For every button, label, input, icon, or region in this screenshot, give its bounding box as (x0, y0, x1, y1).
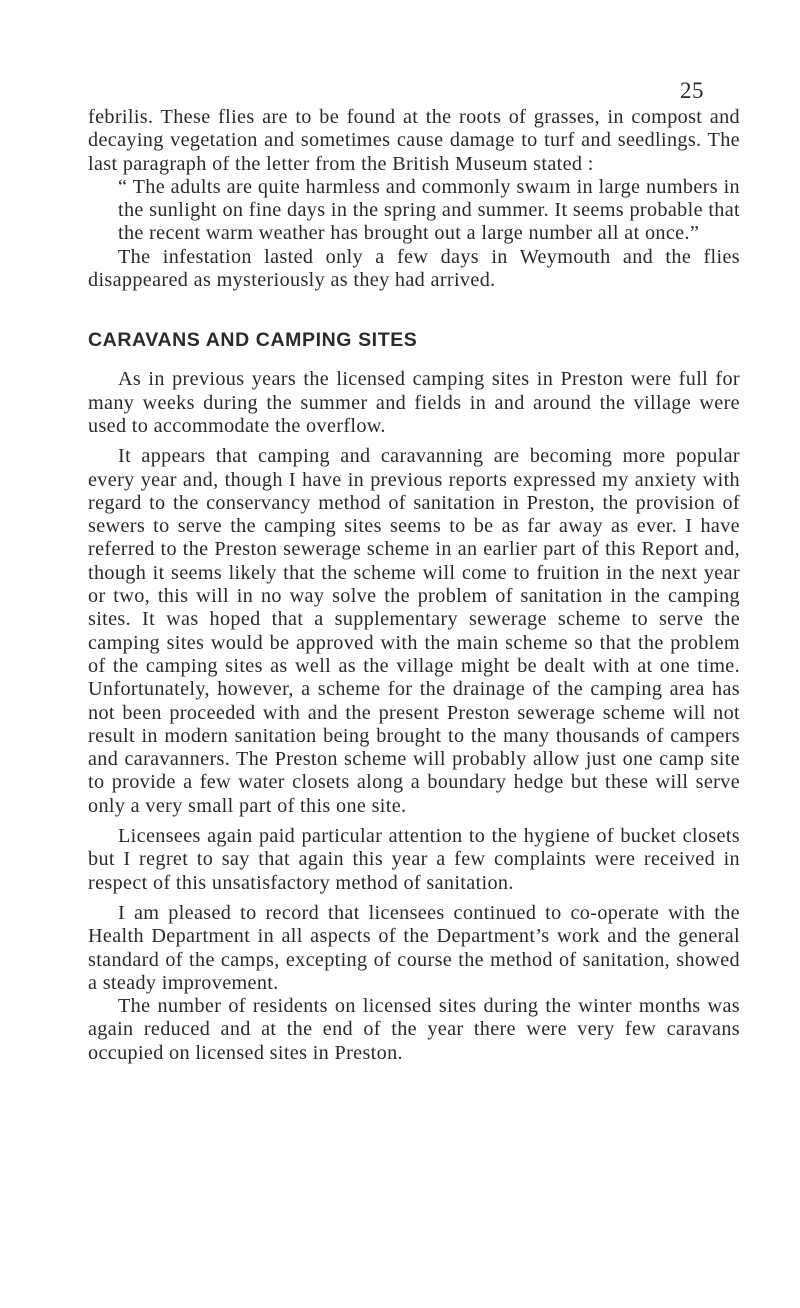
paragraph-winter-residents: The number of residents on licensed sites during the winter months was again reduced and at the end of the year there were very few caravans occupied on licensed sites in Preston. (88, 995, 740, 1064)
page-number: 25 (680, 78, 704, 103)
paragraph-sewerage-scheme: It appears that camping and caravanning are becoming more popular every year and, though I have in previous reports expressed my anxiety with regard to the conservancy method of sanitation in Preston, the provision of sewers to serve the camping sites seems to be as far away as ever. I have referred to the Preston sewerage scheme in an earlier part of this Report and, though it seems likely that the scheme will come to fruition in the next year or two, this will in no way solve the problem of sanitation in the camping sites. It was hoped that a supplementary sewerage scheme to serve the camping sites would be approved with the main scheme so that the problem of the camping sites as well as the village might be dealt with at one time. Unfortunately, however, a scheme for the drainage of the camping area has not been proceeded with and the present Preston sewerage scheme will not result in modern sanitation being brought to the many thousands of campers and caravanners. The Preston scheme will probably allow just one camp site to provide a few water closets along a boundary hedge but these will serve only a very small part of this one site. (88, 445, 740, 817)
paragraph-febrilis: febrilis. These flies are to be found at the roots of grasses, in compost and decaying vegetation and sometimes cause damage to turf and seedlings. The last paragraph of the letter from the British Museum stated : (88, 106, 740, 175)
paragraph-licensees-cooperate: I am pleased to record that licensees continued to co-operate with the Health Department in all aspects of the Department’s work and the general standard of the camps, excepting of course the method of sanitation, showed a steady improvement. (88, 901, 740, 994)
body-text (88, 106, 740, 1065)
quoted-letter-excerpt: “ The adults are quite harmless and commonly swaım in large numbers in the sunlight on fine days in the spring and summer. It seems probable that the recent warm weather has brought out a large number all at once.” (118, 175, 740, 245)
section-heading: CARAVANS AND CAMPING SITES (88, 329, 418, 352)
paragraph-bucket-closets: Licensees again paid particular attention to the hygiene of bucket closets but I regret to say that again this year a few complaints were received in respect of this unsatisfactory method of sanitation. (88, 825, 740, 894)
paragraph-licensed-sites: As in previous years the licensed camping sites in Preston were full for many weeks during the summer and fields in and around the village were used to accommodate the overflow. (88, 368, 740, 437)
paragraph-infestation: The infestation lasted only a few days in Weymouth and the flies disappeared as mysteriously as they had arrived. (88, 245, 740, 292)
